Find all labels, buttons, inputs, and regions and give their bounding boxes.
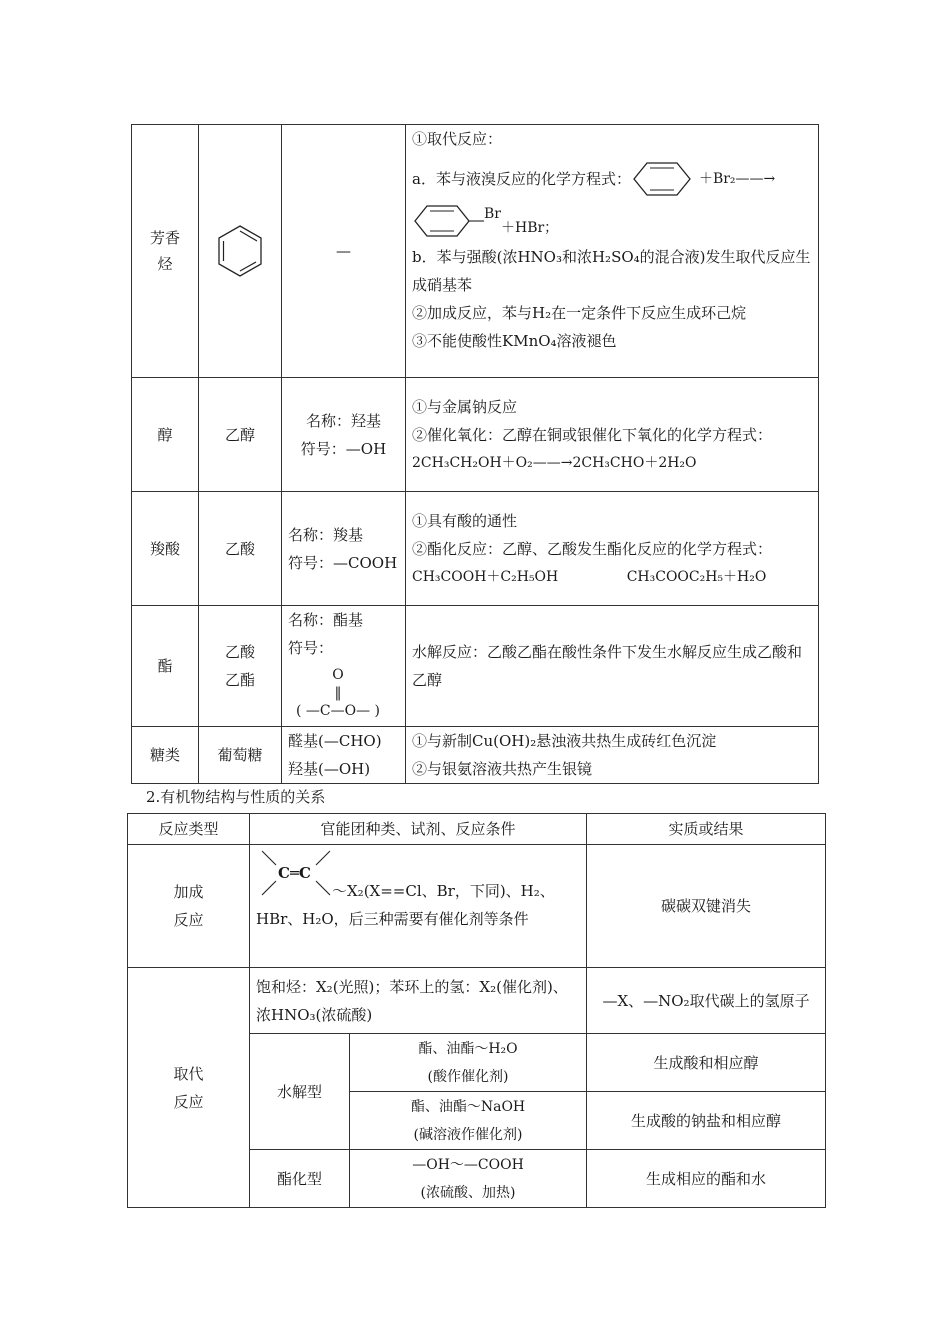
group-cell <box>282 492 406 606</box>
example-cell <box>199 606 282 727</box>
bromobenzene-icon <box>412 203 484 239</box>
header-cell: 反应类型 <box>128 814 250 845</box>
functional-group-table <box>131 124 819 784</box>
condition-text: 酯、油酯～NaOH <box>410 1098 526 1115</box>
group-symbol: 符号：—COOH <box>288 553 398 572</box>
condition-cell <box>350 1034 587 1092</box>
example-label: 乙酸 <box>199 492 282 606</box>
group-name: 名称：羧基 <box>288 525 364 544</box>
cc-double-bond: C═C <box>278 864 311 882</box>
example-label: 乙酯 <box>224 671 255 689</box>
equation-label: a．苯与液溴反应的化学方程式： <box>412 170 631 188</box>
property-cell <box>406 606 819 727</box>
group-cell <box>282 125 406 378</box>
aromatic-row <box>132 125 819 378</box>
category-label: 酯 <box>132 606 199 727</box>
property-cell <box>406 125 819 378</box>
equation-line <box>412 563 812 591</box>
group-name: 醛基(—CHO) <box>288 732 382 750</box>
acid-row <box>132 492 819 606</box>
group-symbol: 符号：—OH <box>300 439 387 458</box>
section-title: 2.有机物结构与性质的关系 <box>146 788 326 806</box>
prop-line: ①取代反应： <box>412 130 503 148</box>
result-label: 碳碳双键消失 <box>587 845 826 968</box>
type-label: 反应 <box>173 1092 204 1111</box>
result-label: 生成酸和相应醇 <box>587 1034 826 1092</box>
benzene-ring-icon <box>215 223 265 279</box>
prop-line: ③不能使酸性KMnO₄溶液褪色 <box>412 332 617 350</box>
category-label: 芳香烃 <box>149 228 180 273</box>
structure-property-table <box>127 813 826 1208</box>
benzene-ring-icon <box>631 160 693 198</box>
prop-line: ②酯化反应：乙醇、乙酸发生酯化反应的化学方程式： <box>412 539 773 558</box>
bromo-label: Br <box>484 206 501 222</box>
condition-cell <box>350 1150 587 1208</box>
equation-left: CH₃COOH＋C₂H₅OH <box>412 568 559 585</box>
condition-text: (碱溶液作催化剂) <box>413 1126 523 1143</box>
ester-row <box>132 606 819 727</box>
ester-oxygen: O <box>332 667 344 683</box>
prop-line: ②加成反应，苯与H₂在一定条件下反应生成环己烷 <box>412 304 747 322</box>
equation-right: CH₃COOC₂H₅＋H₂O <box>626 568 767 585</box>
addition-row <box>128 845 826 968</box>
prop-line: 水解反应：乙酸乙酯在酸性条件下发生水解反应生成乙酸和乙醇 <box>412 643 803 689</box>
property-cell <box>406 378 819 492</box>
group-name: 名称：酯基 <box>288 611 364 629</box>
group-cell <box>282 378 406 492</box>
prop-line: b．苯与强酸(浓HNO₃和浓H₂SO₄的混合液)发生取代反应生成硝基苯 <box>412 248 811 294</box>
sugar-row <box>132 727 819 784</box>
substitution-row <box>128 968 826 1034</box>
header-cell: 官能团种类、试剂、反应条件 <box>250 814 587 845</box>
subtype-label: 酯化型 <box>250 1150 350 1208</box>
group-symbol: 符号： <box>288 639 334 657</box>
prop-line <box>412 159 812 199</box>
equation-tail: ＋Br₂——→ <box>698 171 776 187</box>
result-label: —X、—NO₂取代碳上的氢原子 <box>587 968 826 1034</box>
prop-line: ①与新制Cu(OH)₂悬浊液共热生成砖红色沉淀 <box>412 732 717 750</box>
condition-text: 酯、油酯～H₂O <box>418 1040 518 1057</box>
example-label: 葡萄糖 <box>199 727 282 784</box>
condition-text: —OH～—COOH <box>412 1156 524 1173</box>
property-cell <box>406 492 819 606</box>
category-cell <box>132 125 199 378</box>
header-row <box>128 814 826 845</box>
prop-line: ②催化氧化：乙醇在铜或银催化下氧化的化学方程式： <box>412 425 773 444</box>
group-name: 羟基(—OH) <box>288 760 371 778</box>
prop-line: ①具有酸的通性 <box>412 511 518 530</box>
type-label: 取代 <box>173 1064 204 1083</box>
category-label: 羧酸 <box>132 492 199 606</box>
alkene-structure <box>256 849 580 903</box>
subtype-label: 水解型 <box>250 1034 350 1150</box>
prop-line: ①与金属钠反应 <box>412 397 518 416</box>
equation-tail: ＋HBr； <box>500 220 559 236</box>
example-label: 乙醇 <box>199 378 282 492</box>
property-cell <box>406 727 819 784</box>
category-label: 醇 <box>132 378 199 492</box>
condition-cell <box>350 1092 587 1150</box>
condition-text: ～X₂(X==Cl、Br，下同)、H₂、HBr、H₂O，后三种需要有催化剂等条件 <box>256 882 555 928</box>
group-cell <box>282 727 406 784</box>
result-label: 生成相应的酯和水 <box>587 1150 826 1208</box>
alcohol-row <box>132 378 819 492</box>
header-cell: 实质或结果 <box>587 814 826 845</box>
prop-line: ②与银氨溶液共热产生银镜 <box>412 760 593 778</box>
benzene-structure <box>199 125 282 378</box>
equation-line: 2CH₃CH₂OH＋O₂——→2CH₃CHO＋2H₂O <box>412 454 697 471</box>
condition-text: (酸作催化剂) <box>427 1068 509 1085</box>
type-cell <box>128 968 250 1208</box>
ester-chain: ( —C—O— ) <box>296 703 381 719</box>
type-label: 反应 <box>173 911 204 929</box>
condition-text: 饱和烃：X₂(光照)；苯环上的氢：X₂(催化剂)、浓HNO₃(浓硫酸) <box>250 968 587 1034</box>
group-name: 名称：羟基 <box>305 411 381 430</box>
condition-cell <box>250 845 587 968</box>
condition-text: (浓硫酸、加热) <box>420 1184 516 1201</box>
type-cell <box>128 845 250 968</box>
category-label: 糖类 <box>132 727 199 784</box>
ester-double-bond: ‖ <box>334 685 342 701</box>
type-label: 加成 <box>173 883 204 901</box>
example-label: 乙酸 <box>224 643 255 661</box>
ester-structure <box>296 666 380 720</box>
group-cell <box>282 606 406 727</box>
result-label: 生成酸的钠盐和相应醇 <box>587 1092 826 1150</box>
prop-line <box>412 199 812 243</box>
group-dash: — <box>336 242 351 260</box>
